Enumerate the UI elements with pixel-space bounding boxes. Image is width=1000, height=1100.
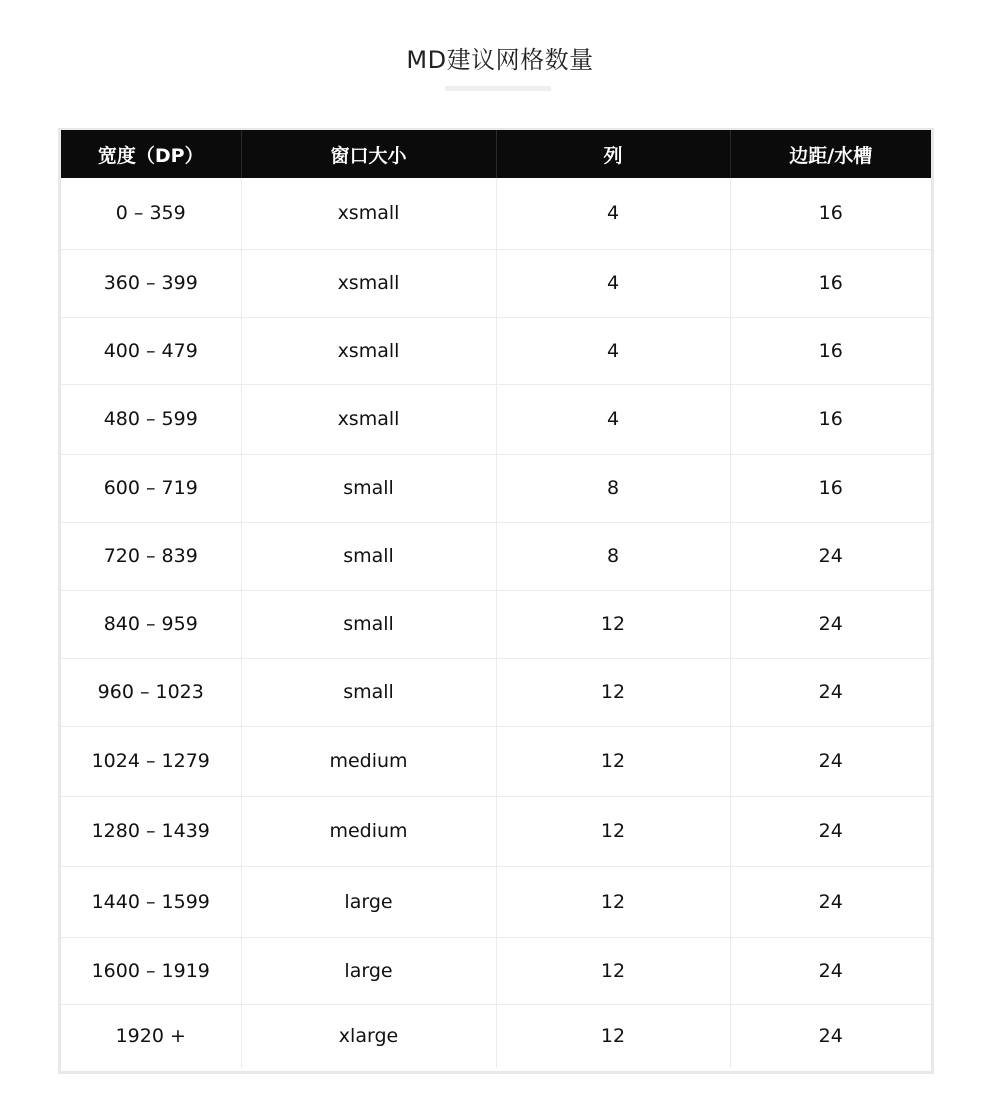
header-margin-gutter: 边距/水槽 — [730, 130, 931, 178]
cell-margin-gutter: 24 — [730, 522, 931, 590]
table-row — [61, 590, 931, 658]
cell-columns: 12 — [496, 1004, 730, 1068]
table-row — [61, 1004, 931, 1068]
table-row — [61, 658, 931, 726]
cell-margin-gutter: 16 — [730, 178, 931, 249]
cell-margin-gutter: 16 — [730, 317, 931, 384]
table-row — [61, 937, 931, 1004]
cell-window-size: medium — [241, 726, 496, 796]
cell-margin-gutter: 24 — [730, 590, 931, 658]
cell-width-range: 1920 + — [61, 1004, 241, 1068]
cell-window-size: small — [241, 590, 496, 658]
cell-columns: 12 — [496, 866, 730, 937]
cell-window-size: large — [241, 866, 496, 937]
cell-width-range: 720 – 839 — [61, 522, 241, 590]
table-row — [61, 866, 931, 937]
cell-window-size: xsmall — [241, 178, 496, 249]
table-row — [61, 384, 931, 454]
cell-margin-gutter: 24 — [818, 1025, 843, 1048]
cell-width-range: 1024 – 1279 — [61, 726, 241, 796]
cell-columns: 4 — [496, 384, 730, 454]
cell-columns: 12 — [496, 726, 730, 796]
cell-width-range: 1280 – 1439 — [61, 796, 241, 866]
table-row — [61, 726, 931, 796]
cell-columns: 12 — [496, 590, 730, 658]
cell-width-range: 0 – 359 — [61, 178, 241, 249]
cell-window-size: small — [241, 522, 496, 590]
cell-window-size: xsmall — [241, 317, 496, 384]
cell-margin-gutter: 24 — [730, 937, 931, 1004]
table-row — [61, 454, 931, 522]
cell-margin-gutter: 24 — [730, 796, 931, 866]
table-row — [61, 249, 931, 317]
cell-window-size: xsmall — [241, 384, 496, 454]
cell-width-range: 400 – 479 — [61, 317, 241, 384]
cell-width-range: 600 – 719 — [61, 454, 241, 522]
header-window-size: 窗口大小 — [241, 130, 496, 178]
cell-columns: 4 — [496, 249, 730, 317]
cell-width-range: 1600 – 1919 — [61, 937, 241, 1004]
cell-width-range: 480 – 599 — [61, 384, 241, 454]
cell-margin-gutter: 16 — [730, 384, 931, 454]
cell-window-size: xsmall — [241, 249, 496, 317]
cell-columns: 8 — [496, 522, 730, 590]
cell-columns: 12 — [496, 937, 730, 1004]
cell-columns: 12 — [496, 796, 730, 866]
page-title: MD建议网格数量 — [406, 46, 594, 74]
table-row — [61, 178, 931, 249]
cell-columns: 4 — [496, 178, 730, 249]
table-row — [61, 317, 931, 384]
title-underline — [445, 86, 551, 91]
cell-margin-gutter: 24 — [730, 726, 931, 796]
cell-window-size: large — [241, 937, 496, 1004]
grid-table — [61, 130, 931, 1068]
cell-width-range: 1440 – 1599 — [61, 866, 241, 937]
cell-margin-gutter: 24 — [730, 866, 931, 937]
header-columns: 列 — [496, 130, 730, 178]
cell-window-size: medium — [241, 796, 496, 866]
cell-window-size: xlarge — [241, 1004, 496, 1068]
cell-columns: 12 — [496, 658, 730, 726]
table-header-row — [61, 130, 931, 178]
cell-margin-gutter: 16 — [730, 454, 931, 522]
cell-window-size: small — [241, 658, 496, 726]
table-row — [61, 522, 931, 590]
cell-margin-gutter: 16 — [730, 249, 931, 317]
cell-columns: 8 — [496, 454, 730, 522]
cell-width-range: 360 – 399 — [61, 249, 241, 317]
header-width-dp: 宽度（DP） — [61, 130, 241, 178]
cell-margin-gutter: 24 — [730, 658, 931, 726]
cell-columns: 4 — [496, 317, 730, 384]
table-row — [61, 796, 931, 866]
grid-table-frame — [58, 128, 934, 1074]
cell-window-size: small — [241, 454, 496, 522]
cell-width-range: 840 – 959 — [61, 590, 241, 658]
cell-width-range: 960 – 1023 — [61, 658, 241, 726]
